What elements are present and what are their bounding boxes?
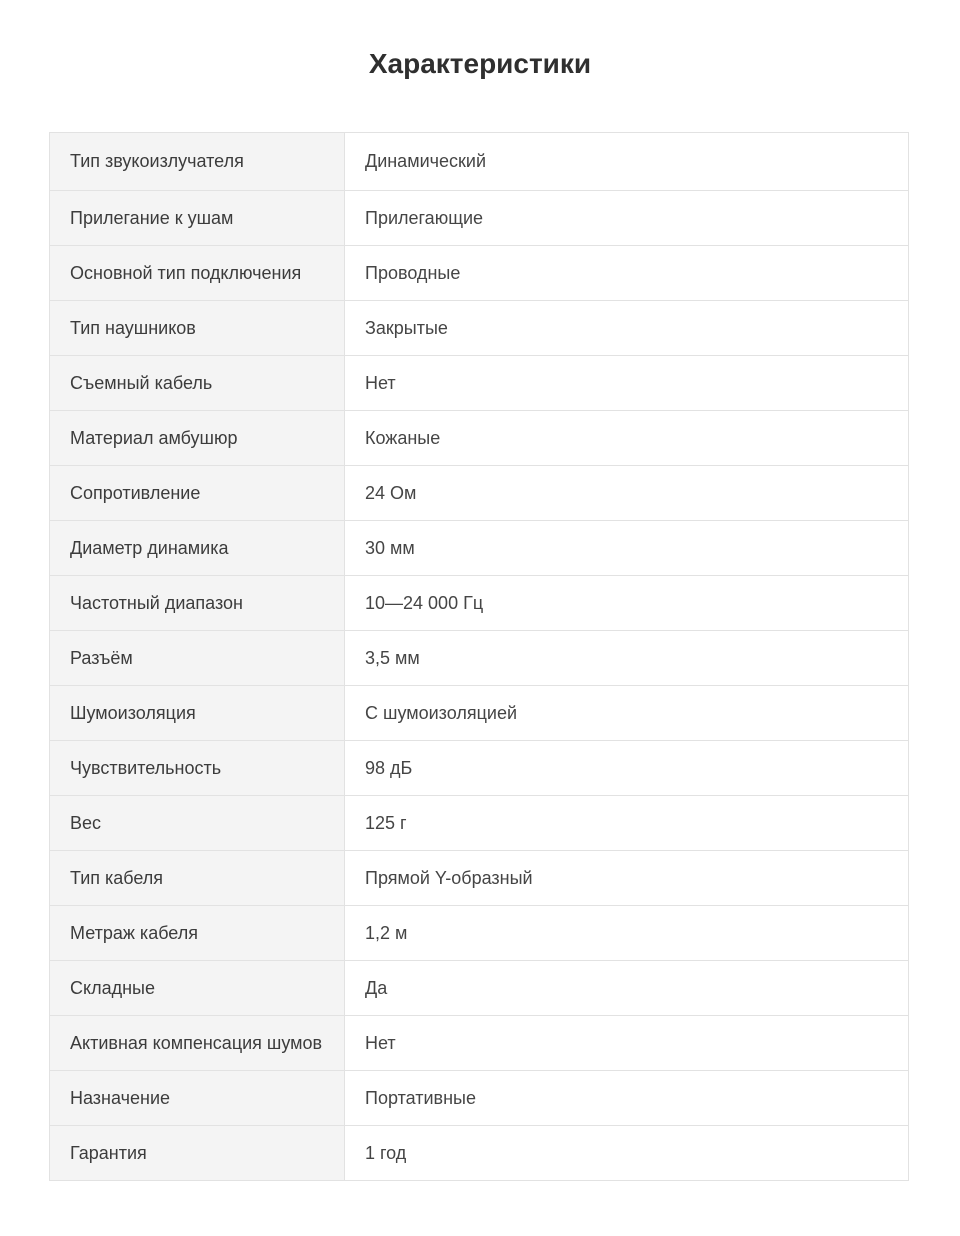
- spec-row: [50, 246, 909, 301]
- specs-table: [49, 132, 909, 1181]
- spec-row: [50, 961, 909, 1016]
- spec-value: Нет: [345, 1016, 909, 1071]
- spec-label: Гарантия: [50, 1126, 345, 1181]
- spec-label: Разъём: [50, 631, 345, 686]
- spec-row: [50, 301, 909, 356]
- spec-value: Проводные: [345, 246, 909, 301]
- spec-row: [50, 686, 909, 741]
- spec-row: [50, 1016, 909, 1071]
- spec-row: [50, 411, 909, 466]
- spec-label: Тип наушников: [50, 301, 345, 356]
- specs-table-body: [50, 133, 909, 1181]
- spec-value: 125 г: [345, 796, 909, 851]
- spec-label: Шумоизоляция: [50, 686, 345, 741]
- spec-value: 24 Ом: [345, 466, 909, 521]
- spec-value: 1 год: [345, 1126, 909, 1181]
- spec-row: [50, 741, 909, 796]
- spec-label: Материал амбушюр: [50, 411, 345, 466]
- spec-row: [50, 133, 909, 191]
- spec-label: Диаметр динамика: [50, 521, 345, 576]
- spec-value: Закрытые: [345, 301, 909, 356]
- spec-label: Вес: [50, 796, 345, 851]
- spec-value: 1,2 м: [345, 906, 909, 961]
- spec-label: Складные: [50, 961, 345, 1016]
- spec-label: Метраж кабеля: [50, 906, 345, 961]
- spec-row: [50, 191, 909, 246]
- spec-row: [50, 906, 909, 961]
- spec-row: [50, 576, 909, 631]
- spec-row: [50, 521, 909, 576]
- spec-label: Тип кабеля: [50, 851, 345, 906]
- spec-label: Активная компенсация шумов: [50, 1016, 345, 1071]
- spec-row: [50, 851, 909, 906]
- spec-value: Прямой Y-образный: [345, 851, 909, 906]
- spec-row: [50, 356, 909, 411]
- spec-value: 10—24 000 Гц: [345, 576, 909, 631]
- spec-label: Назначение: [50, 1071, 345, 1126]
- spec-value: Нет: [345, 356, 909, 411]
- spec-label: Прилегание к ушам: [50, 191, 345, 246]
- page-title: Характеристики: [368, 48, 592, 79]
- spec-label: Частотный диапазон: [50, 576, 345, 631]
- spec-value: 30 мм: [345, 521, 909, 576]
- spec-value: Да: [345, 961, 909, 1016]
- spec-value: С шумоизоляцией: [345, 686, 909, 741]
- spec-value: Динамический: [345, 133, 909, 191]
- spec-value: 3,5 мм: [345, 631, 909, 686]
- spec-row: [50, 1126, 909, 1181]
- spec-label: Чувствительность: [50, 741, 345, 796]
- spec-label: Съемный кабель: [50, 356, 345, 411]
- spec-row: [50, 466, 909, 521]
- spec-row: [50, 631, 909, 686]
- spec-label: Основной тип подключения: [50, 246, 345, 301]
- spec-value: Кожаные: [345, 411, 909, 466]
- spec-row: [50, 796, 909, 851]
- spec-value: Портативные: [345, 1071, 909, 1126]
- spec-row: [50, 1071, 909, 1126]
- spec-value: Прилегающие: [345, 191, 909, 246]
- spec-label: Сопротивление: [50, 466, 345, 521]
- spec-label: Тип звукоизлучателя: [50, 133, 345, 191]
- spec-value: 98 дБ: [345, 741, 909, 796]
